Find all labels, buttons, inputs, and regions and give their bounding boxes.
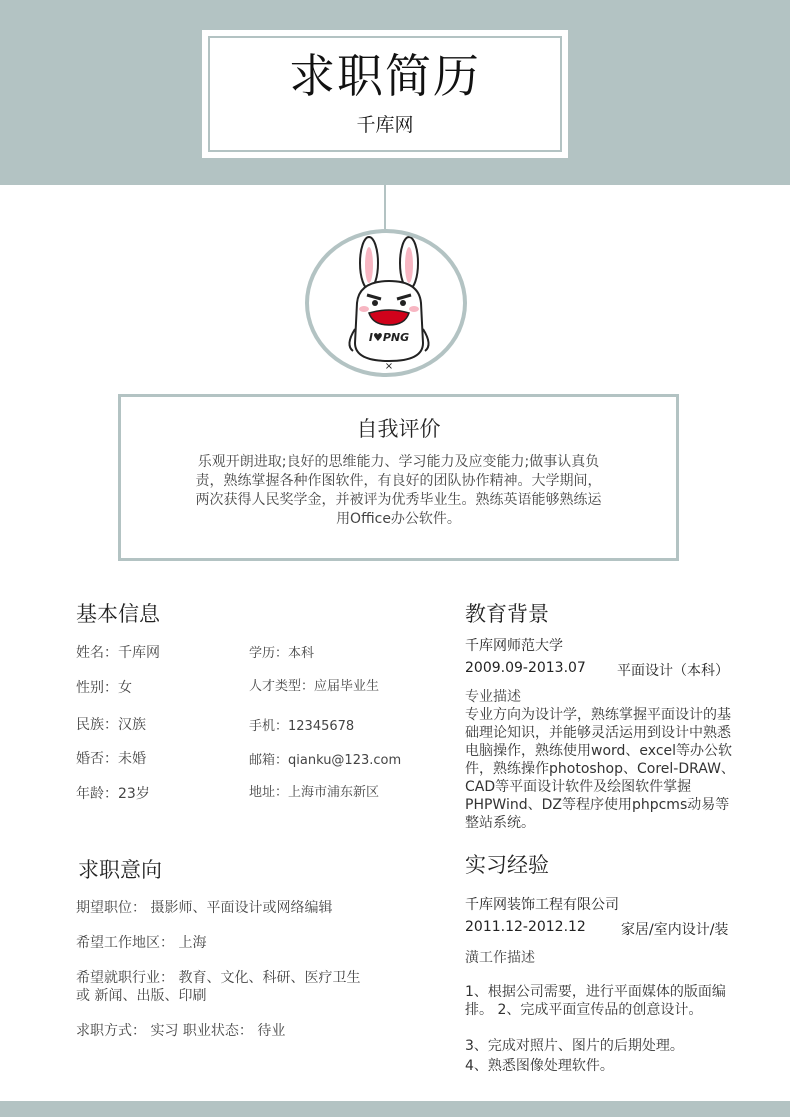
basic-ethnicity: 民族：汉族 — [76, 717, 146, 733]
title-frame — [208, 36, 562, 152]
intent-mode: 求职方式： 实习 职业状态： 待业 — [76, 1023, 286, 1039]
intent-position: 期望职位： 摄影师、平面设计或网络编辑 — [76, 900, 333, 916]
job-intent-title: 求职意向 — [78, 858, 162, 882]
self-evaluation-text: 乐观开朗进取;良好的思维能力、学习能力及应变能力;做事认真负责，熟练掌握各种作图软件，有良好的团队协作精神。大学期间，两次获得人民奖学金，并被评为优秀毕业生。熟练英语能够熟练运用Office办公软件。 — [195, 454, 602, 527]
basic-email: 邮箱：qianku@123.com — [249, 753, 402, 768]
avatar — [305, 229, 467, 377]
footer-band — [0, 1101, 790, 1117]
internship-role: 家居/室内设计/装 — [621, 922, 729, 938]
internship-item-3: 4、熟悉图像处理软件。 — [465, 1058, 614, 1074]
intent-industry: 希望就职行业： 教育、文化、科研、医疗卫生 或 新闻、出版、印刷 — [76, 970, 361, 1004]
internship-item-2: 3、完成对照片、图片的后期处理。 — [465, 1038, 684, 1054]
self-evaluation-title: 自我评价 — [356, 417, 441, 441]
internship-desc-label: 潢工作描述 — [465, 950, 535, 966]
basic-info-title: 基本信息 — [76, 602, 160, 626]
title-card — [202, 30, 568, 158]
basic-gender: 性别：女 — [76, 680, 132, 696]
page-subtitle: 千库网 — [356, 114, 414, 136]
internship-company: 千库网装饰工程有限公司 — [465, 897, 619, 913]
basic-name: 姓名：千库网 — [76, 645, 160, 661]
basic-age: 年龄：23岁 — [76, 786, 150, 802]
education-desc-label: 专业描述 — [465, 689, 521, 705]
basic-marital: 婚否：未婚 — [76, 751, 146, 767]
svg-text:×: × — [384, 361, 394, 372]
page-title: 求职简历 — [289, 49, 481, 103]
intent-area: 希望工作地区： 上海 — [76, 935, 207, 951]
basic-degree: 学历：本科 — [249, 646, 315, 661]
internship-title: 实习经验 — [465, 853, 549, 877]
rabbit-mascot-icon — [309, 233, 463, 373]
education-desc: 专业方向为设计学，熟练掌握平面设计的基础理论知识，并能够灵活运用到设计中熟悉电脑操作，熟练使用word、excel等办公软件，熟练操作photoshop、Corel-DRAW、CAD等平面设计软件及绘图软件掌握PHPWind、DZ等程序使用phpcms动易等整站系统。 — [465, 707, 735, 831]
avatar-badge-text: I♥PNG — [368, 331, 410, 344]
education-major: 平面设计（本科） — [617, 663, 729, 679]
basic-address: 地址：上海市浦东新区 — [249, 785, 380, 800]
internship-item-1: 1、根据公司需要，进行平面媒体的版面编排。 2、完成平面宣传品的创意设计。 — [465, 984, 726, 1018]
education-title: 教育背景 — [465, 602, 549, 626]
internship-period: 2011.12-2012.12 — [465, 919, 586, 935]
basic-phone: 手机：12345678 — [249, 719, 355, 734]
connector-line — [384, 185, 386, 229]
education-school: 千库网师范大学 — [465, 638, 563, 654]
basic-talent-type: 人才类型：应届毕业生 — [249, 679, 380, 694]
education-period: 2009.09-2013.07 — [465, 660, 586, 676]
self-evaluation-box — [118, 394, 679, 561]
